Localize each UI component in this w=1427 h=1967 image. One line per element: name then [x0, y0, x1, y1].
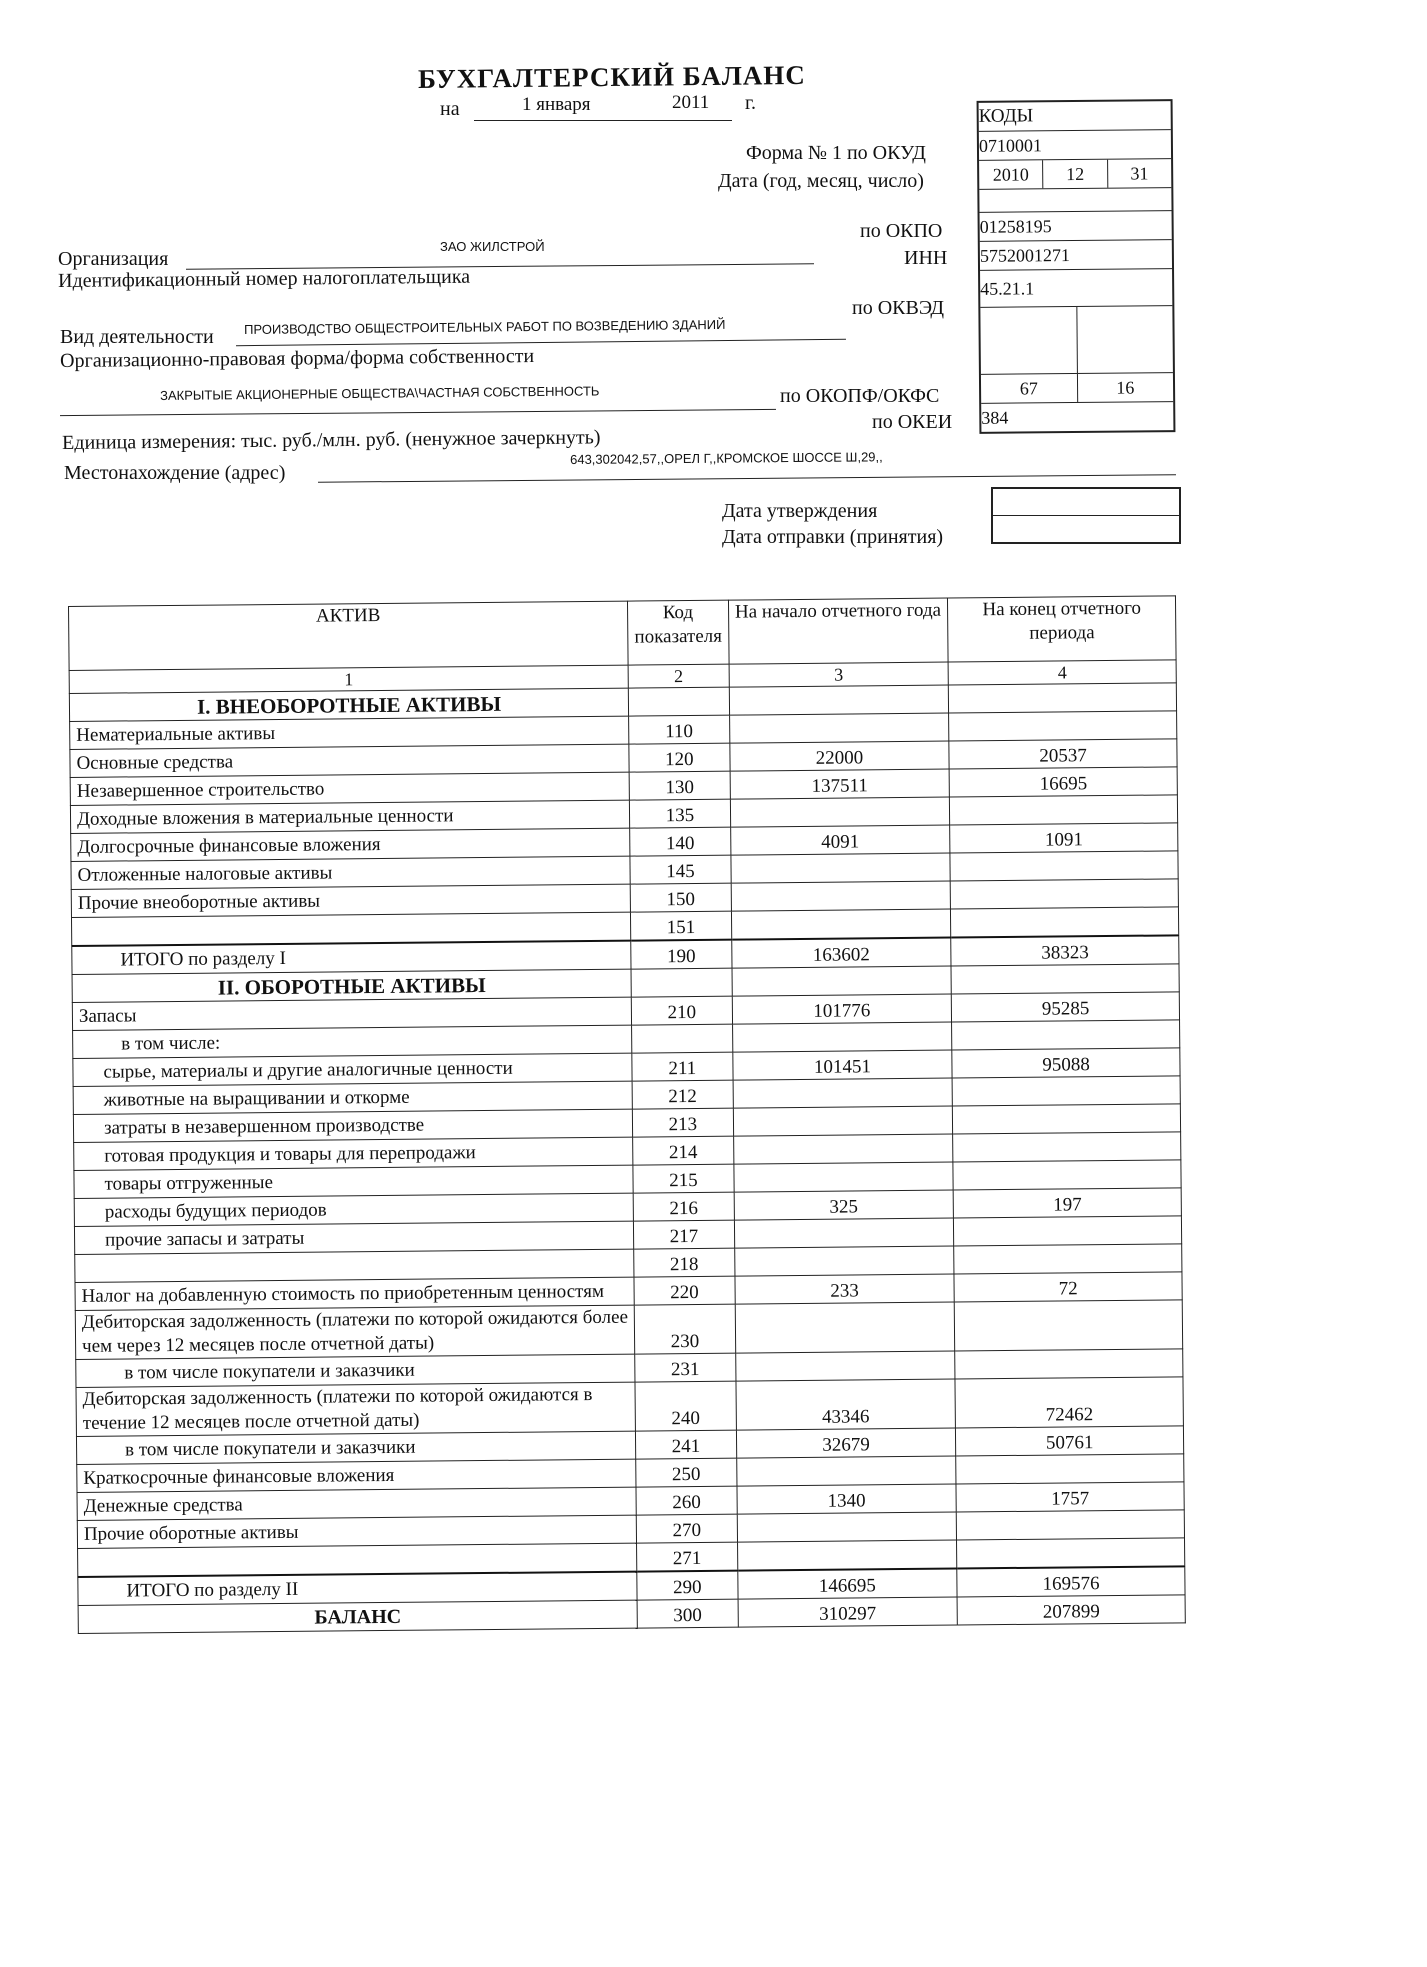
report-date-day-month: 1 января	[522, 94, 591, 115]
start-value: 43346	[736, 1379, 956, 1430]
end-value	[955, 1300, 1183, 1351]
end-value: 16695	[949, 767, 1177, 797]
col-number: 4	[948, 660, 1176, 685]
start-value	[731, 881, 951, 911]
end-value	[954, 1244, 1182, 1274]
start-value	[734, 1218, 954, 1248]
row-code: 220	[634, 1276, 735, 1305]
row-code: 250	[636, 1458, 737, 1487]
okopf-label: по ОКОПФ/ОКФС	[780, 385, 940, 407]
row-name: в том числе:	[73, 1025, 632, 1058]
end-value: 1757	[956, 1482, 1184, 1512]
start-value	[732, 966, 952, 996]
end-value: 72	[954, 1272, 1182, 1302]
row-name: сырье, материалы и другие аналогичные ценности	[73, 1053, 632, 1086]
inn-label: Идентификационный номер налогоплательщика	[58, 265, 471, 292]
row-name: Отложенные налоговые активы	[71, 856, 630, 889]
okpo-label: по ОКПО	[860, 220, 943, 242]
start-value	[733, 1134, 953, 1164]
row-code: 212	[632, 1080, 733, 1109]
year-suffix: г.	[745, 92, 756, 114]
codes-box	[977, 99, 1176, 434]
address-label: Местонахождение (адрес)	[64, 462, 286, 484]
row-name: ИТОГО по разделу II	[78, 1572, 637, 1606]
okpo-code: 01258195	[980, 210, 1172, 241]
end-value	[957, 1510, 1185, 1540]
okei-code: 384	[981, 401, 1173, 432]
end-value: 207899	[957, 1595, 1185, 1625]
row-code: 241	[636, 1430, 737, 1459]
section-title: I. ВНЕОБОРОТНЫЕ АКТИВЫ	[69, 688, 628, 721]
codes-empty-row	[980, 305, 1173, 374]
row-code: 120	[629, 743, 730, 772]
end-value	[950, 879, 1178, 909]
row-name: Прочие внеоборотные активы	[71, 884, 630, 917]
row-code: 130	[629, 771, 730, 800]
legal-form-value: ЗАКРЫТЫЕ АКЦИОНЕРНЫЕ ОБЩЕСТВА\ЧАСТНАЯ СОБСТВЕННОСТЬ	[160, 383, 600, 403]
row-name: в том числе покупатели и заказчики	[76, 1354, 635, 1387]
row-code: 190	[631, 940, 732, 969]
start-value: 101451	[732, 1050, 952, 1080]
approve-date-box	[991, 487, 1181, 544]
okud-label: Форма № 1 по ОКУД	[746, 142, 926, 164]
row-code: 290	[637, 1571, 738, 1600]
row-name: ИТОГО по разделу I	[72, 941, 631, 975]
row-name: Незавершенное строительство	[70, 772, 629, 805]
col-number: 3	[729, 662, 949, 687]
unit-label: Единица измерения: тыс. руб./млн. руб. (ненужное зачеркнуть)	[62, 426, 601, 454]
start-value	[730, 797, 950, 827]
row-code: 145	[630, 855, 731, 884]
row-name: в том числе покупатели и заказчики	[76, 1431, 635, 1464]
row-name: Нематериальные активы	[70, 716, 629, 749]
row-code: 270	[636, 1514, 737, 1543]
end-value	[949, 711, 1177, 741]
okved-label: по ОКВЭД	[852, 297, 944, 319]
row-code: 217	[634, 1220, 735, 1249]
row-name: прочие запасы и затраты	[74, 1221, 633, 1254]
start-value: 146695	[737, 1569, 957, 1600]
end-value	[951, 964, 1179, 994]
start-value	[729, 713, 949, 743]
row-name: животные на выращивании и откорме	[73, 1081, 632, 1114]
start-value	[734, 1246, 954, 1276]
end-value: 95088	[952, 1048, 1180, 1078]
code-cell	[631, 968, 732, 997]
start-value	[736, 1456, 956, 1486]
end-value	[956, 1454, 1184, 1484]
start-value: 4091	[730, 825, 950, 855]
end-value: 197	[953, 1188, 1181, 1218]
row-code: 215	[633, 1164, 734, 1193]
end-value	[955, 1349, 1183, 1379]
okei-label: по ОКЕИ	[872, 411, 953, 433]
code-cell	[628, 687, 729, 716]
end-value: 20537	[949, 739, 1177, 769]
row-code	[632, 1024, 733, 1053]
org-label: Организация	[58, 248, 169, 270]
end-value	[951, 907, 1179, 938]
header-aktiv: АКТИВ	[69, 601, 629, 670]
start-value	[733, 1162, 953, 1192]
okopf-code: 67	[1019, 378, 1038, 399]
start-value: 101776	[732, 994, 952, 1024]
start-value: 1340	[737, 1484, 957, 1514]
start-value	[735, 1302, 955, 1353]
row-name: затраты в незавершенном производстве	[73, 1109, 632, 1142]
start-value: 22000	[729, 741, 949, 771]
row-name: товары отгруженные	[74, 1165, 633, 1198]
row-code: 300	[637, 1599, 738, 1628]
row-name: Основные средства	[70, 744, 629, 777]
row-code: 135	[630, 799, 731, 828]
row-name: Дебиторская задолженность (платежи по которой ожидаются в течение 12 месяцев после отчетной даты)	[76, 1382, 636, 1436]
row-name: расходы будущих периодов	[74, 1193, 633, 1226]
table-header-row	[69, 596, 1177, 671]
report-date-year: 2011	[672, 92, 710, 113]
row-name: Налог на добавленную стоимость по приобретенным ценностям	[75, 1277, 634, 1310]
section-title: II. ОБОРОТНЫЕ АКТИВЫ	[72, 969, 631, 1002]
legal-form-label: Организационно-правовая форма/форма собственности	[60, 345, 535, 372]
okopf-row	[981, 372, 1173, 403]
row-code: 231	[635, 1353, 736, 1382]
row-name: Краткосрочные финансовые вложения	[77, 1459, 636, 1492]
end-value	[950, 851, 1178, 881]
start-value	[735, 1351, 955, 1381]
col-number: 2	[628, 664, 729, 688]
col-number: 1	[69, 665, 628, 693]
end-value	[952, 1020, 1180, 1050]
address-value: 643,302042,57,,ОРЕЛ Г,,КРОМСКОЕ ШОССЕ Ш,29,,	[570, 449, 883, 467]
end-value: 1091	[950, 823, 1178, 853]
okfs-code: 16	[1076, 373, 1173, 402]
row-code: 260	[636, 1486, 737, 1515]
date-code-month: 12	[1042, 160, 1107, 189]
end-value	[957, 1538, 1185, 1569]
row-code: 214	[633, 1136, 734, 1165]
send-date-label: Дата отправки (принятия)	[722, 526, 944, 548]
start-value: 32679	[736, 1428, 956, 1458]
end-value: 72462	[955, 1377, 1183, 1428]
approve-date-label: Дата утверждения	[722, 500, 878, 522]
row-code: 216	[633, 1192, 734, 1221]
inn-code-label: ИНН	[904, 247, 948, 269]
date-code-day: 31	[1107, 159, 1172, 188]
row-code: 240	[635, 1381, 736, 1431]
end-value: 169576	[957, 1566, 1185, 1597]
start-value	[731, 853, 951, 883]
header-end: На конец отчетного периода	[948, 596, 1176, 662]
row-code: 213	[633, 1108, 734, 1137]
codes-title: КОДЫ	[978, 105, 1034, 127]
end-value	[950, 795, 1178, 825]
okud-code: 0710001	[979, 129, 1171, 160]
row-code: 271	[637, 1542, 738, 1571]
row-name: Дебиторская задолженность (платежи по которой ожидаются более чем через 12 месяцев после отчетной даты)	[75, 1305, 635, 1359]
header-start: На начало отчетного года	[728, 598, 948, 664]
start-value	[733, 1078, 953, 1108]
start-value: 163602	[731, 938, 951, 969]
end-value: 95285	[952, 992, 1180, 1022]
date-prefix: на	[440, 98, 460, 120]
start-value: 233	[735, 1274, 955, 1304]
row-code: 140	[630, 827, 731, 856]
row-name: Долгосрочные финансовые вложения	[71, 828, 630, 861]
end-value	[953, 1132, 1181, 1162]
okved-code: 45.21.1	[980, 268, 1172, 307]
page-title: БУХГАЛТЕРСКИЙ БАЛАНС	[417, 59, 807, 95]
date-code-year: 2010	[992, 164, 1029, 185]
row-name: Доходные вложения в материальные ценности	[70, 800, 629, 833]
row-name: готовая продукция и товары для перепродажи	[74, 1137, 633, 1170]
row-code: 151	[631, 911, 732, 940]
row-code: 218	[634, 1248, 735, 1277]
header-code: Код показателя	[628, 600, 729, 665]
row-code: 211	[632, 1052, 733, 1081]
start-value	[729, 685, 949, 715]
end-value: 50761	[956, 1426, 1184, 1456]
start-value: 325	[734, 1190, 954, 1220]
activity-value: ПРОИЗВОДСТВО ОБЩЕСТРОИТЕЛЬНЫХ РАБОТ ПО ВОЗВЕДЕНИЮ ЗДАНИЙ	[244, 316, 726, 337]
org-value: ЗАО ЖИЛСТРОЙ	[440, 239, 545, 254]
start-value: 310297	[738, 1597, 958, 1627]
start-value	[731, 909, 951, 940]
end-value	[952, 1076, 1180, 1106]
inn-code: 5752001271	[980, 239, 1172, 270]
date-code-row	[979, 158, 1171, 189]
balance-table	[68, 595, 1186, 1634]
row-code: 230	[634, 1304, 735, 1354]
start-value	[732, 1022, 952, 1052]
row-name: Запасы	[72, 997, 631, 1030]
approve-date-field	[993, 489, 1179, 515]
row-code: 210	[631, 996, 732, 1025]
date-label: Дата (год, месяц, число)	[718, 170, 924, 192]
end-value	[954, 1216, 1182, 1246]
start-value	[737, 1512, 957, 1542]
row-name: Денежные средства	[77, 1487, 636, 1520]
start-value	[733, 1106, 953, 1136]
row-name: Прочие оборотные активы	[77, 1515, 636, 1548]
end-value: 38323	[951, 935, 1179, 966]
start-value	[737, 1540, 957, 1571]
start-value: 137511	[730, 769, 950, 799]
row-name: БАЛАНС	[78, 1600, 637, 1633]
send-date-field	[993, 515, 1179, 542]
row-code: 150	[630, 883, 731, 912]
end-value	[953, 1104, 1181, 1134]
row-code: 110	[629, 715, 730, 744]
end-value	[953, 1160, 1181, 1190]
end-value	[949, 683, 1177, 713]
activity-label: Вид деятельности	[60, 326, 214, 348]
